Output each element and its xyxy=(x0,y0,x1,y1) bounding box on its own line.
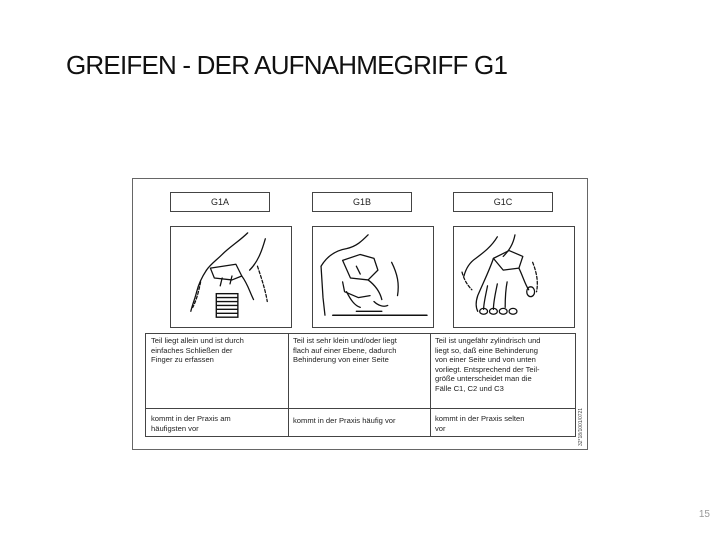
text-line: größe unterscheidet man die xyxy=(435,374,532,384)
text-line: Finger zu erfassen xyxy=(151,355,214,365)
text-line: vorliegt. Entsprechend der Teil- xyxy=(435,364,540,374)
illustration-g1a xyxy=(170,226,292,328)
text-line: vor xyxy=(435,423,446,433)
column-header-g1a: G1A xyxy=(170,192,270,212)
text-line: einfaches Schließen der xyxy=(151,345,233,355)
column-header-g1c: G1C xyxy=(453,192,553,212)
illustration-g1b xyxy=(312,226,434,328)
text-line: Teil ist sehr klein und/oder liegt xyxy=(293,336,397,345)
hand-grasping-flat-part-icon xyxy=(313,227,433,327)
illustration-g1c xyxy=(453,226,575,328)
text-line: Teil liegt allein und ist durch xyxy=(151,336,244,345)
column-header-g1b: G1B xyxy=(312,192,412,212)
figure-reference-code: 32*18/1001/0721 xyxy=(578,407,584,446)
description-g1c xyxy=(430,334,576,408)
hand-grasping-cylindrical-part-icon xyxy=(454,227,574,327)
text-line: kommt in der Praxis häufig vor xyxy=(293,416,396,425)
frequency-g1a xyxy=(146,412,288,438)
description-g1a xyxy=(146,334,288,408)
slide-title: GREIFEN - DER AUFNAHMEGRIFF G1 xyxy=(66,50,508,80)
text-line: von einer Seite und von unten xyxy=(435,355,536,365)
grip-types-figure xyxy=(132,178,588,450)
text-line: Fälle C1, C2 und C3 xyxy=(435,383,504,393)
description-g1b xyxy=(288,334,430,408)
description-table xyxy=(145,333,576,437)
frequency-g1b xyxy=(288,414,430,438)
text-line: Behinderung von einer Seite xyxy=(293,355,389,365)
text-line: kommt in der Praxis selten xyxy=(435,414,525,423)
text-line: kommt in der Praxis am xyxy=(151,414,231,423)
text-line: häufigsten vor xyxy=(151,423,199,433)
hand-grasping-loose-part-icon xyxy=(171,227,291,327)
frequency-g1c xyxy=(430,412,576,438)
page-number: 15 xyxy=(698,509,710,520)
text-line: liegt so, daß eine Behinderung xyxy=(435,345,539,355)
text-line: Teil ist ungefähr zylindrisch und xyxy=(435,336,541,345)
text-line: flach auf einer Ebene, dadurch xyxy=(293,345,397,355)
